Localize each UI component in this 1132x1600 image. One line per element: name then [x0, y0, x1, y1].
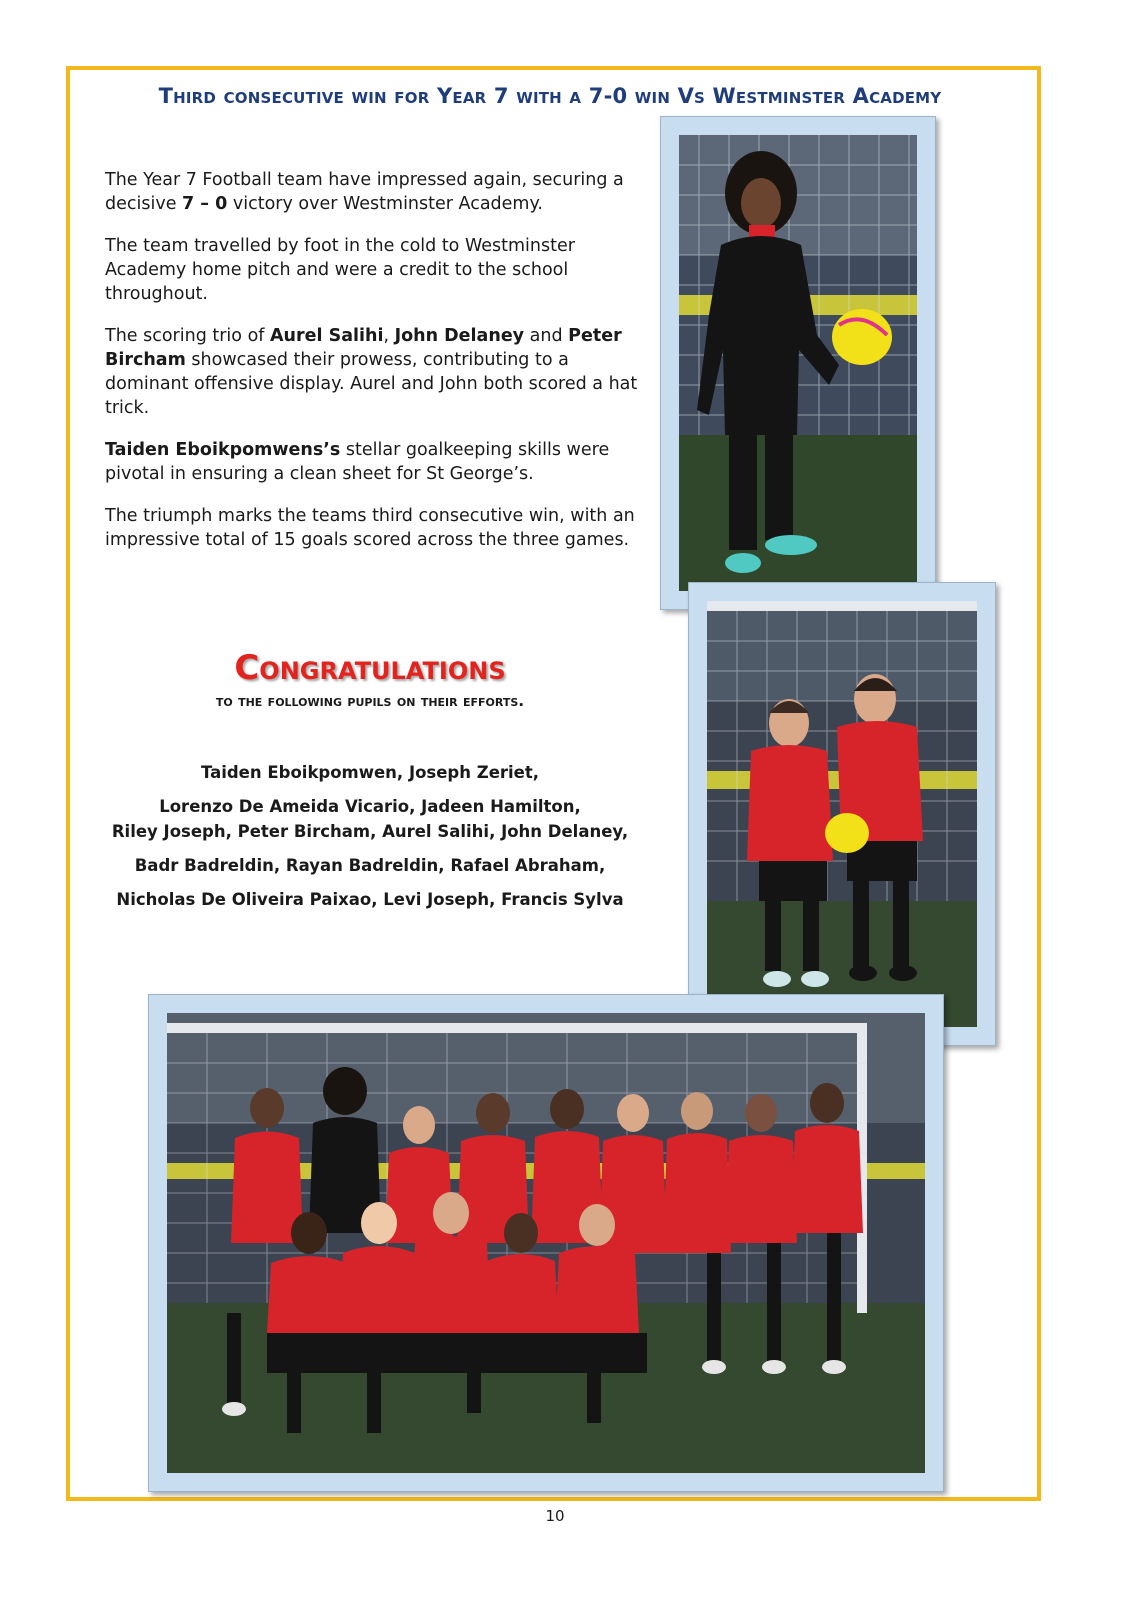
- congratulations-block: [100, 648, 640, 710]
- two-players-photo-card: [688, 582, 996, 1046]
- names-line: Lorenzo De Ameida Vicario, Jadeen Hamilton,: [159, 797, 581, 816]
- paragraph-5: The triumph marks the teams third consecutive win, with an impressive total of 15 goals scored across the three games.: [105, 506, 635, 550]
- names-line: Badr Badreldin, Rayan Badreldin, Rafael Abraham,: [134, 856, 606, 875]
- scorer-name: John Delaney: [394, 326, 525, 346]
- two-players-photo: [707, 601, 977, 1027]
- paragraph-2: The team travelled by foot in the cold to Westminster Academy home pitch and were a credit to the school throughout.: [105, 236, 575, 304]
- score: 7 – 0: [182, 194, 228, 214]
- pupil-names-list: [95, 760, 645, 921]
- names-line: Taiden Eboikpomwen, Joseph Zeriet,: [200, 763, 540, 782]
- article-body: [105, 168, 645, 570]
- congratulations-subtitle: to the following pupils on their efforts.: [215, 692, 525, 710]
- page-number: 10: [545, 1507, 565, 1525]
- congratulations-title: Congratulations: [234, 648, 506, 688]
- paragraph-4: Taiden Eboikpomwens’s stellar goalkeeping skills were pivotal in ensuring a clean sheet for St George’s.: [105, 440, 610, 484]
- paragraph-1: The Year 7 Football team have impressed again, securing a decisive 7 – 0 victory over Westminster Academy.: [105, 170, 624, 214]
- goalkeeper-photo-card: [660, 116, 936, 610]
- team-photo: [167, 1013, 925, 1473]
- scorer-name: Peter Bircham: [105, 326, 622, 370]
- names-line: Nicholas De Oliveira Paixao, Levi Joseph, Francis Sylva: [116, 890, 624, 909]
- names-line: Riley Joseph, Peter Bircham, Aurel Salihi, John Delaney,: [111, 822, 629, 841]
- goalkeeper-photo: [679, 135, 917, 591]
- article-headline: Third consecutive win for Year 7 with a 7-0 win Vs Westminster Academy: [158, 84, 942, 108]
- scorer-name: Aurel Salihi: [270, 326, 384, 346]
- paragraph-3: The scoring trio of Aurel Salihi, John Delaney and Peter Bircham showcased their prowess, contributing to a dominant offensive display. Aurel and John both scored a hat trick.: [105, 326, 638, 418]
- team-photo-card: [148, 994, 944, 1492]
- goalkeeper-name: Taiden Eboikpomwens’s: [105, 440, 341, 460]
